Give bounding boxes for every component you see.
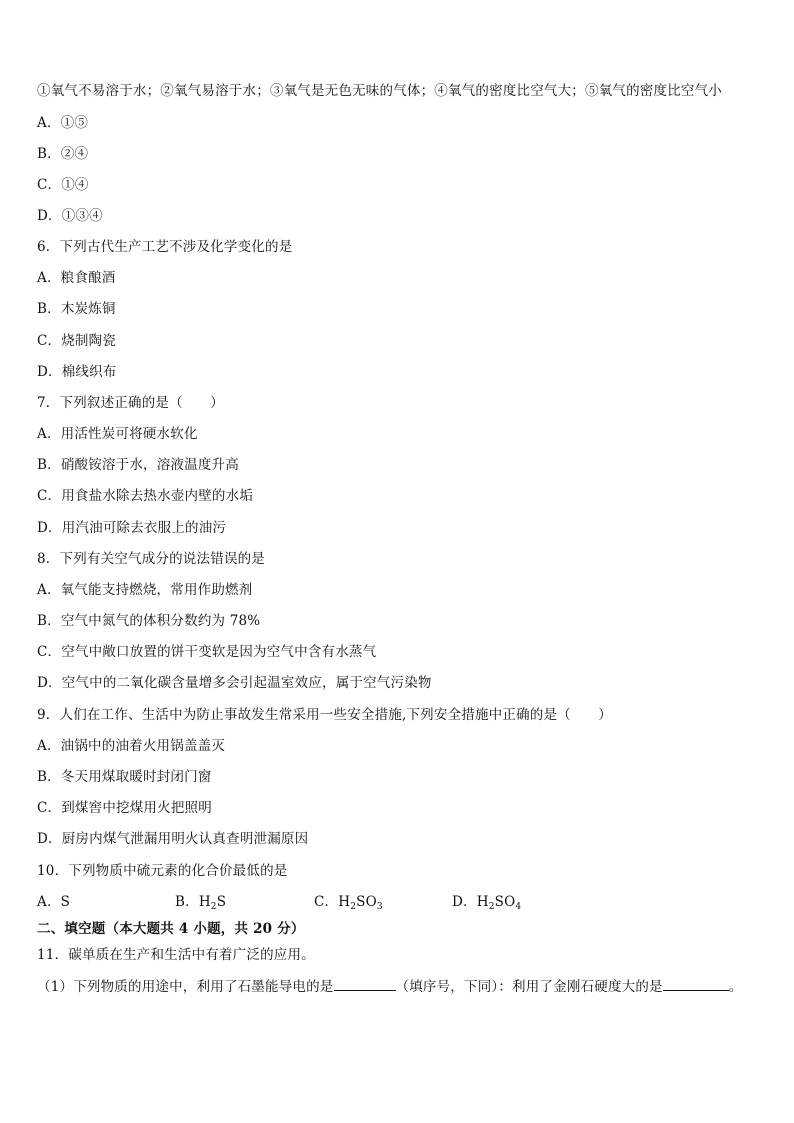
q9-option-a: A．油锅中的油着火用锅盖盖灭 — [37, 738, 226, 754]
q6-option-c: C．烧制陶瓷 — [37, 333, 117, 349]
q7-option-c: C．用食盐水除去热水壶内壁的水垢 — [37, 488, 254, 504]
q10-option-d-subscript-2: 4 — [515, 902, 522, 912]
q6-option-a: A．粮食酿酒 — [37, 270, 116, 286]
q10-option-c-mid: SO — [356, 894, 377, 910]
q7-option-d: D．用汽油可除去衣服上的油污 — [37, 520, 227, 536]
section-2-heading: 二、填空题（本大题共 4 小题，共 20 分） — [37, 921, 305, 937]
q8-option-a: A．氧气能支持燃烧，常用作助燃剂 — [37, 582, 253, 598]
q5-option-b: B．②④ — [37, 146, 89, 162]
question-9: 9．人们在工作、生活中为防止事故发生常采用一些安全措施,下列安全措施中正确的是（ ） — [37, 707, 612, 723]
q10-option-c-subscript-1: 2 — [350, 902, 357, 912]
question-11: 11．碳单质在生产和生活中有着广泛的应用。 — [37, 947, 315, 963]
question-7: 7．下列叙述正确的是（ ） — [37, 395, 224, 411]
q10-option-c-prefix: C．H — [314, 894, 351, 910]
q10-option-d-prefix: D．H — [452, 894, 489, 910]
q10-option-d-mid: SO — [494, 894, 516, 910]
q10-option-d — [452, 893, 521, 911]
q10-option-a: A．S — [37, 894, 71, 910]
q9-option-d: D．厨房内煤气泄漏用明火认真查明泄漏原因 — [37, 831, 309, 847]
q5-option-c: C．①④ — [37, 177, 89, 193]
q10-option-b-subscript: 2 — [210, 902, 217, 912]
q11-1-text-b: （填序号，下同）：利用了金刚石硬度大的是 — [395, 979, 663, 995]
question-11-part-1 — [37, 977, 742, 996]
q10-option-d-subscript-1: 2 — [488, 902, 495, 912]
question-6: 6．下列古代生产工艺不涉及化学变化的是 — [37, 239, 293, 255]
q7-option-b: B．硝酸铵溶于水，溶液温度升高 — [37, 457, 239, 473]
question-5-statements: ①氧气不易溶于水；②氧气易溶于水；③氧气是无色无味的气体；④氧气的密度比空气大；⑤氧气的密度比空气小 — [37, 83, 722, 99]
q8-option-b: B．空气中氮气的体积分数约为 78% — [37, 613, 261, 629]
q10-option-b-suffix: S — [216, 894, 227, 910]
q10-option-c — [314, 893, 383, 911]
q5-option-a: A．①⑤ — [37, 115, 89, 131]
q8-option-c: C．空气中敞口放置的饼干变软是因为空气中含有水蒸气 — [37, 644, 377, 660]
q11-1-text-a: （1）下列物质的用途中，利用了石墨能导电的是 — [37, 979, 334, 995]
question-10: 10．下列物质中硫元素的化合价最低的是 — [37, 863, 288, 879]
q9-option-b: B．冬天用煤取暖时封闭门窗 — [37, 769, 212, 785]
q6-option-d: D．棉线织布 — [37, 364, 117, 380]
q5-option-d: D．①③④ — [37, 208, 103, 224]
q10-option-b — [175, 893, 226, 911]
q10-option-c-subscript-2: 3 — [376, 902, 383, 912]
answer-blank-1[interactable] — [334, 977, 396, 991]
q6-option-b: B．木炭炼铜 — [37, 301, 116, 317]
q9-option-c: C．到煤窖中挖煤用火把照明 — [37, 800, 212, 816]
q7-option-a: A．用活性炭可将硬水软化 — [37, 426, 198, 442]
q8-option-d: D．空气中的二氧化碳含量增多会引起温室效应，属于空气污染物 — [37, 675, 432, 691]
q10-option-b-prefix: B．H — [175, 894, 211, 910]
q11-1-text-c: 。 — [728, 979, 743, 995]
answer-blank-2[interactable] — [663, 977, 729, 991]
question-8: 8．下列有关空气成分的说法错误的是 — [37, 551, 265, 567]
